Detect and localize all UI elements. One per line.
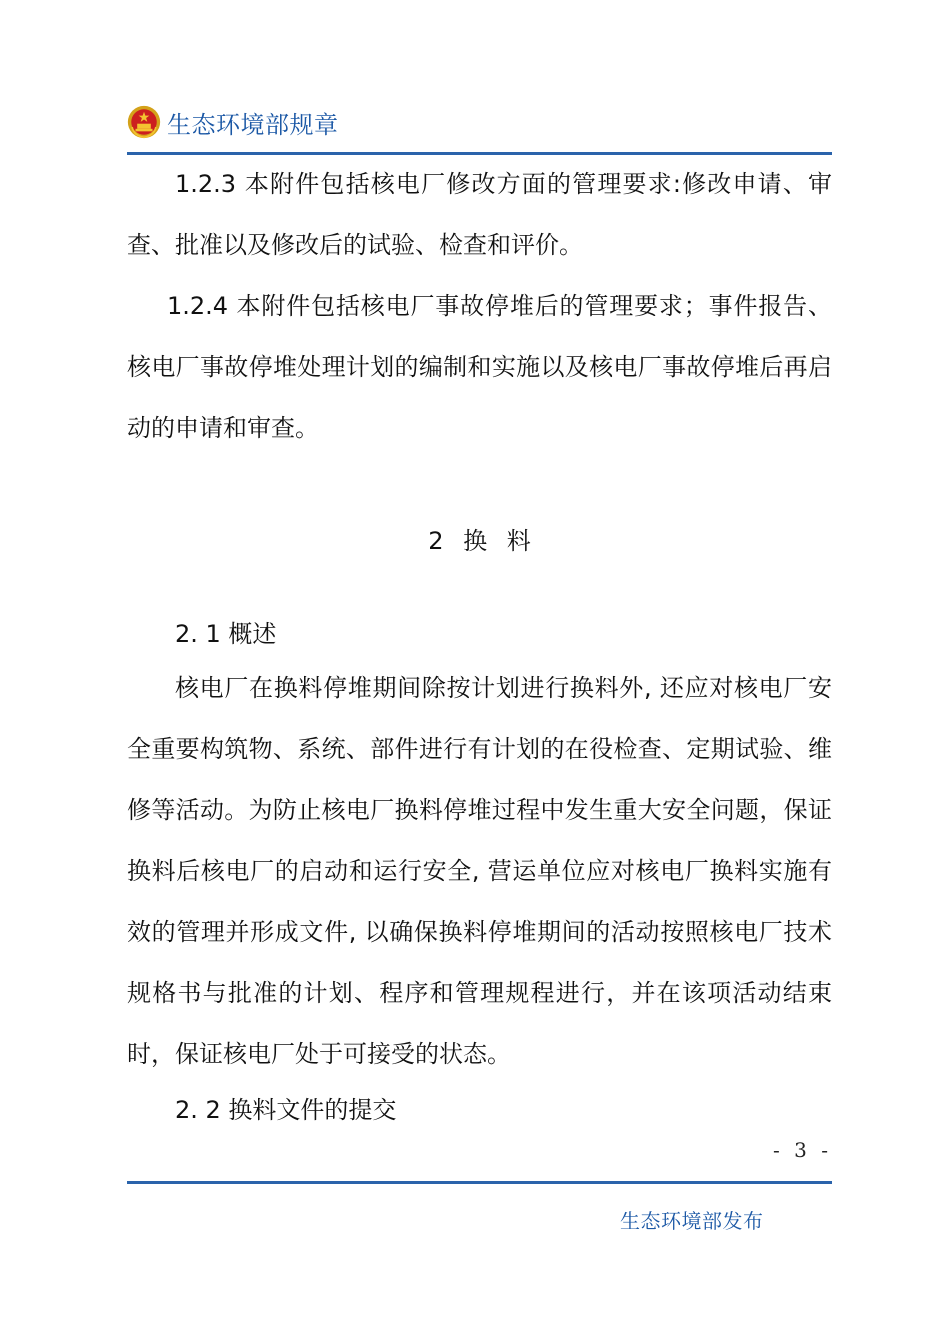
paragraph-1-2-4: 1.2.4 本附件包括核电厂事故停堆后的管理要求；事件报告、核电厂事故停堆处理计划的编制和实施以及核电厂事故停堆后再启动的申请和审查。 [127,292,832,442]
footer-publisher: 生态环境部发布 [620,1209,764,1233]
page-header [127,100,339,144]
national-emblem-icon [127,105,161,139]
section-heading-2-2: 2. 2 换料文件的提交 [175,1096,397,1124]
footer-divider [127,1181,832,1184]
paragraph-2-1: 核电厂在换料停堆期间除按计划进行换料外, 还应对核电厂安全重要构筑物、系统、部件进行有计划的在役检查、定期试验、维修等活动。为防止核电厂换料停堆过程中发生重大安全问题，保证换料后核电厂的启动和运行安全, 营运单位应对核电厂换料实施有效的管理并形成文件, 以确保换料停堆期间的活动按照核电厂技术规格书与批准的计划、程序和管理规程进行，并在该项活动结束时，保证核电厂处于可接受的状态。 [127,674,832,1068]
page-number: - 3 - [773,1138,832,1162]
paragraph-1-2-3: 1.2.3 本附件包括核电厂修改方面的管理要求:修改申请、审查、批准以及修改后的试验、检查和评价。 [127,170,832,259]
header-title: 生态环境部规章 [167,110,339,139]
section-heading-2-1: 2. 1 概述 [175,620,277,648]
chapter-title: 2 换 料 [428,527,531,555]
